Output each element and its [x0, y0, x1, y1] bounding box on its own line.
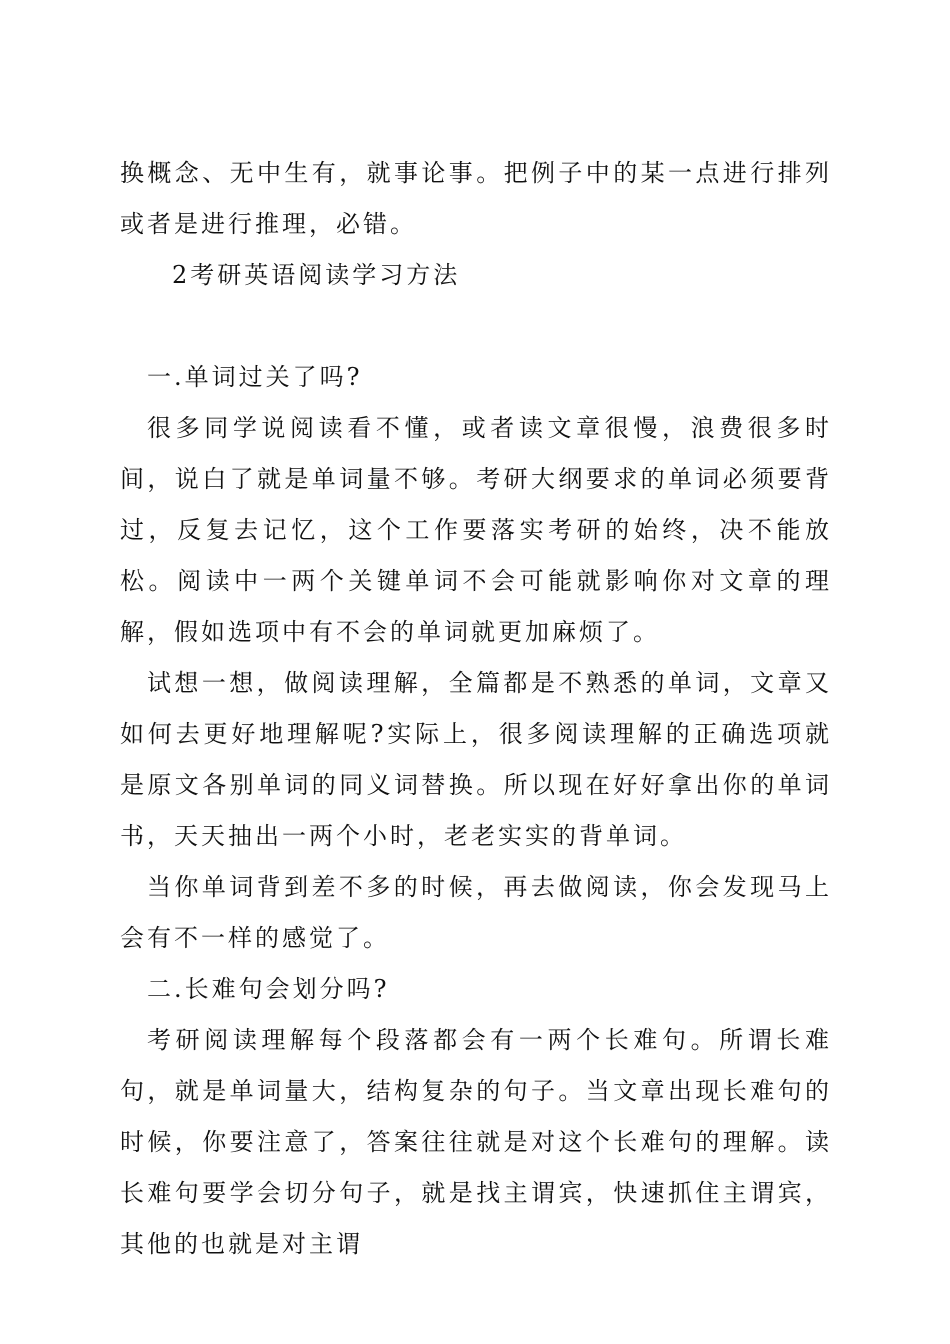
paragraph-3: 当你单词背到差不多的时候，再去做阅读，你会发现马上会有不一样的感觉了。: [120, 873, 832, 952]
paragraph-continuation: 换概念、无中生有，就事论事。把例子中的某一点进行排列 或者是进行推理，必错。: [120, 159, 832, 238]
paragraph-4: 考研阅读理解每个段落都会有一两个长难句。所谓长难句，就是单词量大，结构复杂的句子。当文章出现长难句的时候，你要注意了，答案往往就是对这个长难句的理解。读长难句要学会切分句子，就是找主谓宾，快速抓住主谓宾，其他的也就是对主谓: [120, 1026, 832, 1258]
section-heading: 2考研英语阅读学习方法: [172, 261, 461, 289]
blank-line: [120, 301, 832, 352]
document-body: [120, 148, 832, 1270]
paragraph-2: 试想一想，做阅读理解，全篇都是不熟悉的单词，文章又如何去更好地理解呢?实际上，很多阅读理解的正确选项就是原文各别单词的同义词替换。所以现在好好拿出你的单词书，天天抽出一两个小时，老老实实的背单词。: [120, 669, 832, 850]
paragraph-1: 很多同学说阅读看不懂，或者读文章很慢，浪费很多时间，说白了就是单词量不够。考研大纲要求的单词必须要背过，反复去记忆，这个工作要落实考研的始终，决不能放松。阅读中一两个关键单词不会可能就影响你对文章的理解，假如选项中有不会的单词就更加麻烦了。: [120, 414, 832, 646]
heading-long-sentences: 二.长难句会划分吗?: [147, 975, 390, 1003]
heading-words: 一.单词过关了吗?: [147, 363, 363, 391]
